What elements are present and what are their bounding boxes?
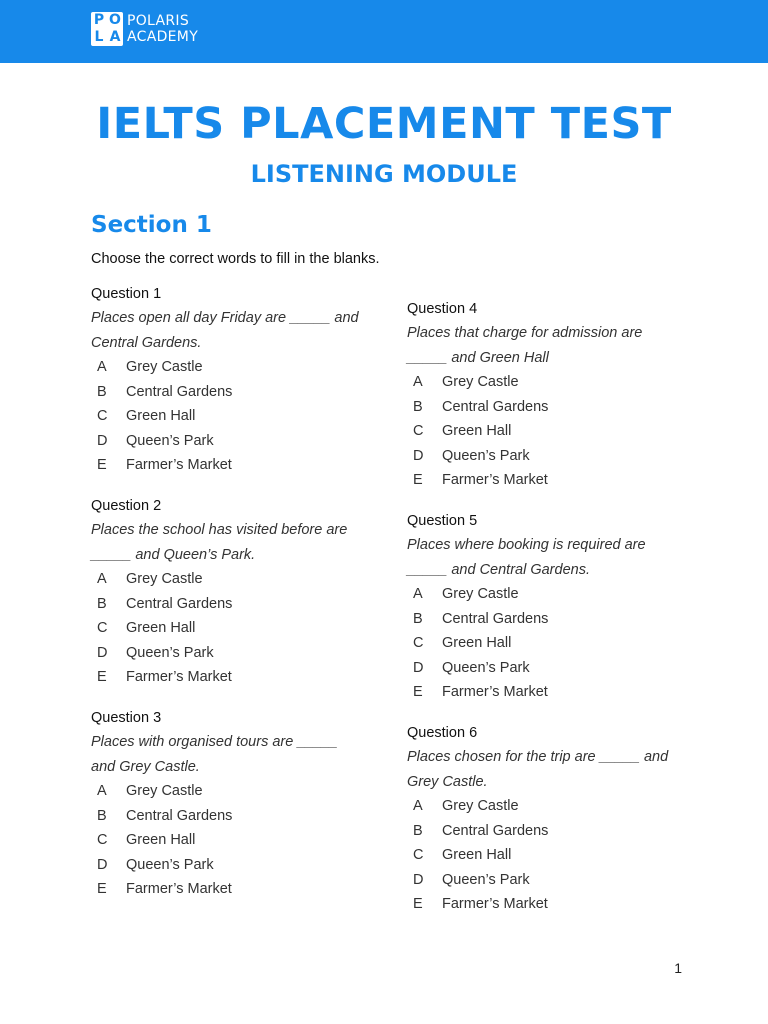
answer-option xyxy=(407,468,697,493)
option-text: Green Hall xyxy=(442,635,512,652)
option-letter: C xyxy=(97,832,108,849)
option-text: Grey Castle xyxy=(126,783,203,799)
option-letter: D xyxy=(413,871,424,888)
option-text: Grey Castle xyxy=(126,359,203,375)
option-letter: A xyxy=(413,798,423,814)
option-text: Grey Castle xyxy=(442,798,519,814)
answer-option xyxy=(91,429,381,454)
answer-option xyxy=(407,444,697,469)
option-text: Central Gardens xyxy=(442,610,549,627)
question-6 xyxy=(407,721,697,917)
option-text: Central Gardens xyxy=(442,822,549,839)
answer-option xyxy=(407,395,697,420)
question-prompt-line: Central Gardens. xyxy=(91,334,202,351)
question-1 xyxy=(91,282,381,478)
option-letter: E xyxy=(413,684,423,701)
section-instruction: Choose the correct words to fill in the blanks. xyxy=(91,251,380,267)
question-4 xyxy=(407,297,697,493)
answer-option xyxy=(407,631,697,656)
page-number: 1 xyxy=(674,960,682,976)
option-text: Queen’s Park xyxy=(126,856,214,873)
answer-option xyxy=(407,819,697,844)
question-prompt-line: _____ and Queen’s Park. xyxy=(91,546,256,563)
option-letter: D xyxy=(97,856,108,873)
option-letter: C xyxy=(97,408,108,425)
question-prompt-line: _____ and Central Gardens. xyxy=(407,561,590,578)
logo-letter-l: L xyxy=(94,29,104,45)
answer-option xyxy=(91,404,381,429)
option-text: Central Gardens xyxy=(126,383,233,400)
option-letter: B xyxy=(413,398,423,415)
option-text: Green Hall xyxy=(442,423,512,440)
option-letter: D xyxy=(97,644,108,661)
answer-option xyxy=(91,828,381,853)
option-letter: B xyxy=(97,383,107,400)
answer-option xyxy=(91,616,381,641)
option-letter: A xyxy=(97,359,107,375)
question-2 xyxy=(91,494,381,690)
answer-option xyxy=(407,656,697,681)
answer-option xyxy=(407,843,697,868)
option-text: Grey Castle xyxy=(126,571,203,587)
option-text: Green Hall xyxy=(126,408,196,425)
question-prompt-line: Places that charge for admission are xyxy=(407,325,643,341)
option-letter: C xyxy=(413,423,424,440)
option-text: Queen’s Park xyxy=(442,447,530,464)
answer-option xyxy=(91,453,381,478)
answer-option xyxy=(407,794,697,819)
question-label: Question 5 xyxy=(407,513,478,529)
option-letter: B xyxy=(413,822,423,839)
question-3 xyxy=(91,706,381,902)
option-text: Farmer’s Market xyxy=(126,881,232,898)
question-prompt-line: Grey Castle. xyxy=(407,773,488,790)
answer-option xyxy=(91,355,381,380)
question-label: Question 3 xyxy=(91,710,162,726)
question-prompt-line: Places with organised tours are _____ xyxy=(91,734,338,750)
question-prompt-line: Places the school has visited before are xyxy=(91,522,348,538)
option-letter: A xyxy=(97,571,107,587)
option-letter: C xyxy=(413,847,424,864)
option-letter: E xyxy=(413,896,423,913)
question-prompt-line: and Grey Castle. xyxy=(91,758,200,775)
page-title: IELTS PLACEMENT TEST xyxy=(96,99,672,149)
option-letter: C xyxy=(97,620,108,637)
option-text: Green Hall xyxy=(442,847,512,864)
option-text: Farmer’s Market xyxy=(126,457,232,474)
option-text: Central Gardens xyxy=(442,398,549,415)
answer-option xyxy=(407,868,697,893)
option-text: Queen’s Park xyxy=(126,432,214,449)
option-letter: D xyxy=(413,659,424,676)
option-letter: D xyxy=(413,447,424,464)
option-letter: B xyxy=(97,595,107,612)
option-letter: E xyxy=(97,881,107,898)
brand-name xyxy=(127,13,198,45)
option-text: Green Hall xyxy=(126,832,196,849)
option-letter: B xyxy=(97,807,107,824)
option-text: Queen’s Park xyxy=(126,644,214,661)
polaris-logo-icon xyxy=(91,12,123,46)
option-text: Farmer’s Market xyxy=(442,896,548,913)
answer-option xyxy=(91,853,381,878)
answer-option xyxy=(407,680,697,705)
top-banner xyxy=(0,0,768,63)
option-letter: E xyxy=(413,472,423,489)
logo-letter-p: P xyxy=(93,12,105,28)
answer-option xyxy=(407,370,697,395)
option-letter: A xyxy=(413,586,423,602)
answer-option xyxy=(91,641,381,666)
option-text: Grey Castle xyxy=(442,586,519,602)
question-label: Question 2 xyxy=(91,498,162,514)
answer-option xyxy=(91,779,381,804)
logo-letter-a: A xyxy=(109,29,121,45)
brand-line-1: POLARIS xyxy=(127,13,190,29)
answer-option xyxy=(407,607,697,632)
option-text: Farmer’s Market xyxy=(126,669,232,686)
answer-option xyxy=(407,892,697,917)
option-letter: E xyxy=(97,457,107,474)
option-text: Green Hall xyxy=(126,620,196,637)
section-heading: Section 1 xyxy=(91,212,212,238)
option-text: Central Gardens xyxy=(126,807,233,824)
question-prompt-line: _____ and Green Hall xyxy=(407,349,549,366)
option-letter: A xyxy=(97,783,107,799)
option-text: Queen’s Park xyxy=(442,659,530,676)
question-prompt-line: Places where booking is required are xyxy=(407,537,646,553)
answer-option xyxy=(91,665,381,690)
page-subtitle: LISTENING MODULE xyxy=(250,160,518,188)
answer-option xyxy=(407,419,697,444)
answer-option xyxy=(407,582,697,607)
logo-letter-o: O xyxy=(109,12,121,28)
question-5 xyxy=(407,509,697,705)
brand-line-2: ACADEMY xyxy=(127,29,199,45)
option-text: Farmer’s Market xyxy=(442,684,548,701)
option-text: Central Gardens xyxy=(126,595,233,612)
option-letter: A xyxy=(413,374,423,390)
answer-option xyxy=(91,567,381,592)
option-letter: E xyxy=(97,669,107,686)
answer-option xyxy=(91,877,381,902)
question-label: Question 6 xyxy=(407,725,478,741)
question-label: Question 1 xyxy=(91,286,162,302)
option-text: Queen’s Park xyxy=(442,871,530,888)
option-text: Farmer’s Market xyxy=(442,472,548,489)
question-label: Question 4 xyxy=(407,301,478,317)
question-prompt-line: Places open all day Friday are _____ and xyxy=(91,310,359,326)
question-prompt-line: Places chosen for the trip are _____ and xyxy=(407,749,669,765)
option-letter: C xyxy=(413,635,424,652)
option-letter: B xyxy=(413,610,423,627)
answer-option xyxy=(91,804,381,829)
option-letter: D xyxy=(97,432,108,449)
answer-option xyxy=(91,592,381,617)
answer-option xyxy=(91,380,381,405)
option-text: Grey Castle xyxy=(442,374,519,390)
